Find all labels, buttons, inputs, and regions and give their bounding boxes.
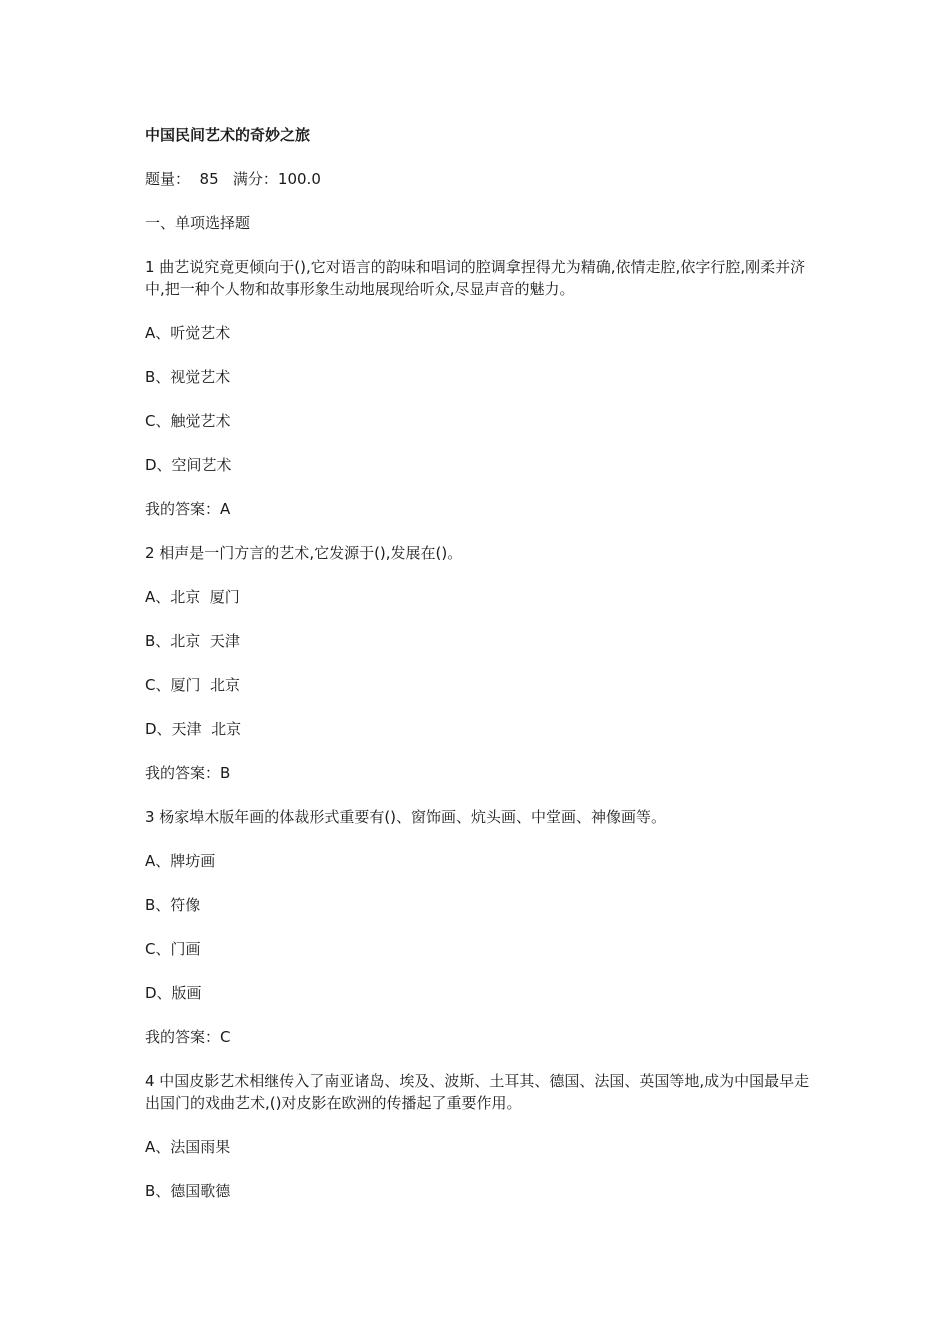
document-title: 中国民间艺术的奇妙之旅 [145,126,311,144]
option-b: B、视觉艺术 [145,368,231,386]
my-answer: 我的答案：A [145,500,231,518]
document-body [145,124,810,1224]
option-c: C、厦门 北京 [145,676,241,694]
option-d: D、空间艺术 [145,456,232,474]
option-c: C、门画 [145,940,201,958]
option-a: A、北京 厦门 [145,588,240,606]
option-b: B、北京 天津 [145,632,240,650]
quiz-meta: 题量： 85 满分：100.0 [145,170,321,188]
option-c: C、触觉艺术 [145,412,231,430]
option-b: B、德国歌德 [145,1182,231,1200]
option-d: D、天津 北京 [145,720,242,738]
section-heading: 一、单项选择题 [145,214,251,232]
question-text: 4 中国皮影艺术相继传入了南亚诸岛、埃及、波斯、土耳其、德国、法国、英国等地,成为中国最早走出国门的戏曲艺术,()对皮影在欧洲的传播起了重要作用。 [145,1072,810,1112]
option-a: A、听觉艺术 [145,324,231,342]
option-d: D、版画 [145,984,202,1002]
option-a: A、牌坊画 [145,852,216,870]
question-text: 3 杨家埠木版年画的体裁形式重要有()、窗饰画、炕头画、中堂画、神像画等。 [145,808,667,826]
option-b: B、符像 [145,896,201,914]
my-answer: 我的答案：B [145,764,231,782]
my-answer: 我的答案：C [145,1028,231,1046]
question-text: 2 相声是一门方言的艺术,它发源于(),发展在()。 [145,544,463,562]
question-text: 1 曲艺说究竟更倾向于(),它对语言的韵味和唱词的腔调拿捏得尤为精确,依情走腔,依字行腔,刚柔并济中,把一种个人物和故事形象生动地展现给听众,尽显声音的魅力。 [145,258,806,298]
option-a: A、法国雨果 [145,1138,231,1156]
